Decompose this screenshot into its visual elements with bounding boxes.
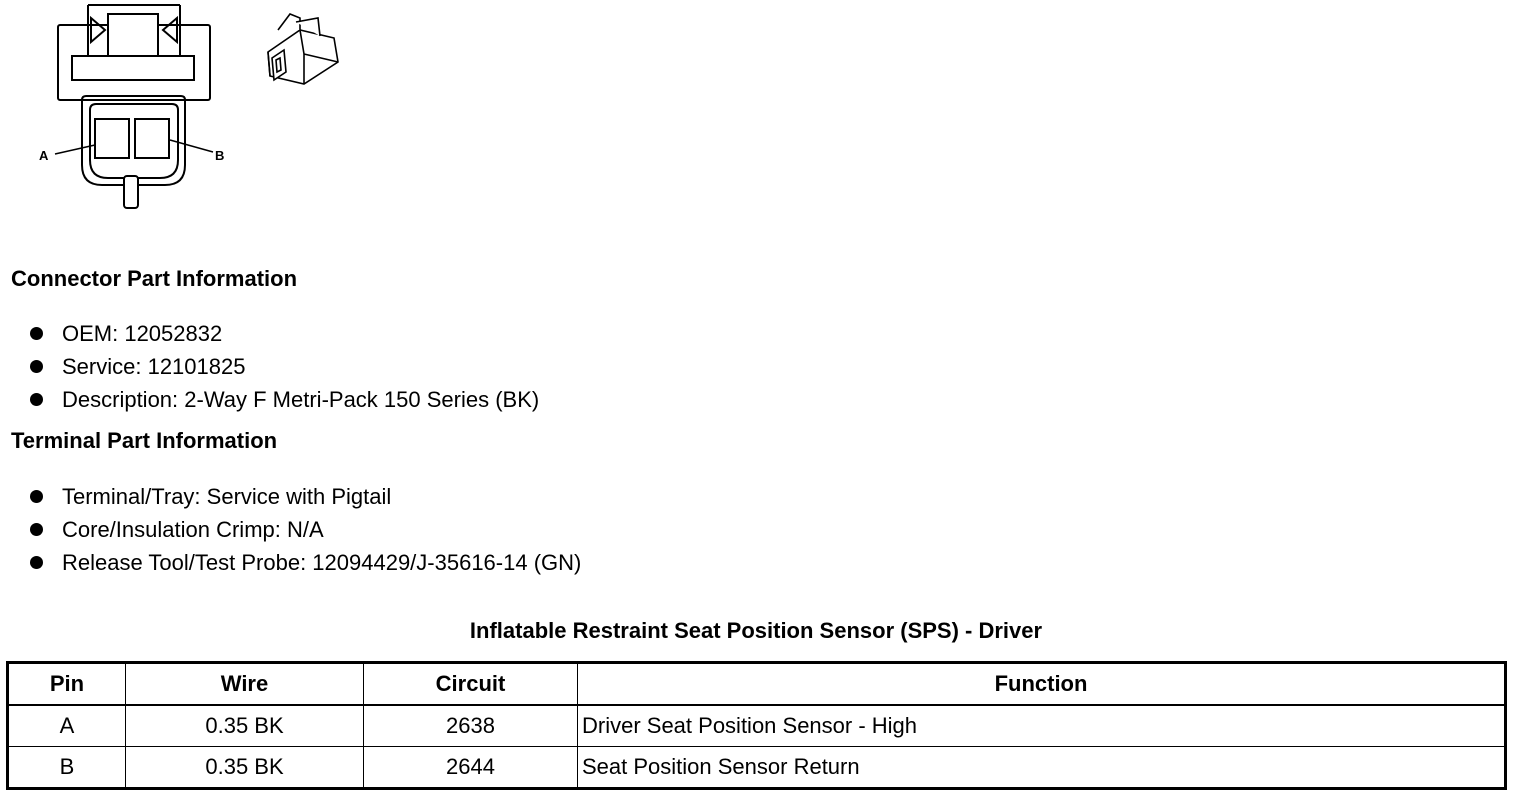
list-item: OEM: 12052832 bbox=[0, 317, 539, 350]
bullet-icon bbox=[30, 490, 43, 503]
cell-function: Seat Position Sensor Return bbox=[578, 747, 1506, 789]
bullet-icon bbox=[30, 360, 43, 373]
pin-b-label: B bbox=[215, 148, 225, 163]
cell-function: Driver Seat Position Sensor - High bbox=[578, 705, 1506, 747]
connector-face-diagram bbox=[0, 0, 360, 220]
list-item: Description: 2-Way F Metri-Pack 150 Series (BK) bbox=[0, 383, 539, 416]
cell-circuit: 2644 bbox=[364, 747, 578, 789]
terminal-info-list bbox=[0, 480, 581, 579]
cell-wire: 0.35 BK bbox=[126, 705, 364, 747]
column-header-wire: Wire bbox=[126, 663, 364, 706]
pin-a-label: A bbox=[39, 148, 49, 163]
cell-pin: B bbox=[8, 747, 126, 789]
connector-isometric-icon bbox=[268, 14, 338, 84]
cavity-b bbox=[135, 119, 169, 158]
table-row bbox=[8, 705, 1506, 747]
terminal-info-title: Terminal Part Information bbox=[11, 428, 278, 453]
column-header-pin: Pin bbox=[8, 663, 126, 706]
connector-info-title: Connector Part Information bbox=[11, 266, 298, 291]
list-item: Release Tool/Test Probe: 12094429/J-35616-14 (GN) bbox=[0, 546, 581, 579]
bullet-icon bbox=[30, 523, 43, 536]
list-item: Service: 12101825 bbox=[0, 350, 539, 383]
list-item: Core/Insulation Crimp: N/A bbox=[0, 513, 581, 546]
bullet-icon bbox=[30, 556, 43, 569]
connector-key bbox=[124, 176, 138, 208]
pin-b-leader bbox=[170, 140, 213, 152]
connector-info-list bbox=[0, 317, 539, 416]
cell-circuit: 2638 bbox=[364, 705, 578, 747]
pin-table bbox=[6, 661, 1507, 790]
list-item: Terminal/Tray: Service with Pigtail bbox=[0, 480, 581, 513]
column-header-circuit: Circuit bbox=[364, 663, 578, 706]
cell-wire: 0.35 BK bbox=[126, 747, 364, 789]
connector-latch-window bbox=[108, 14, 158, 56]
bullet-icon bbox=[30, 327, 43, 340]
bullet-icon bbox=[30, 393, 43, 406]
table-header-row bbox=[8, 663, 1506, 706]
cavity-a bbox=[95, 119, 129, 158]
column-header-function: Function bbox=[578, 663, 1506, 706]
cell-pin: A bbox=[8, 705, 126, 747]
table-row bbox=[8, 747, 1506, 789]
connector-latch-bar bbox=[72, 56, 194, 80]
pin-table-title: Inflatable Restraint Seat Position Sensor (SPS) - Driver bbox=[469, 618, 1043, 643]
